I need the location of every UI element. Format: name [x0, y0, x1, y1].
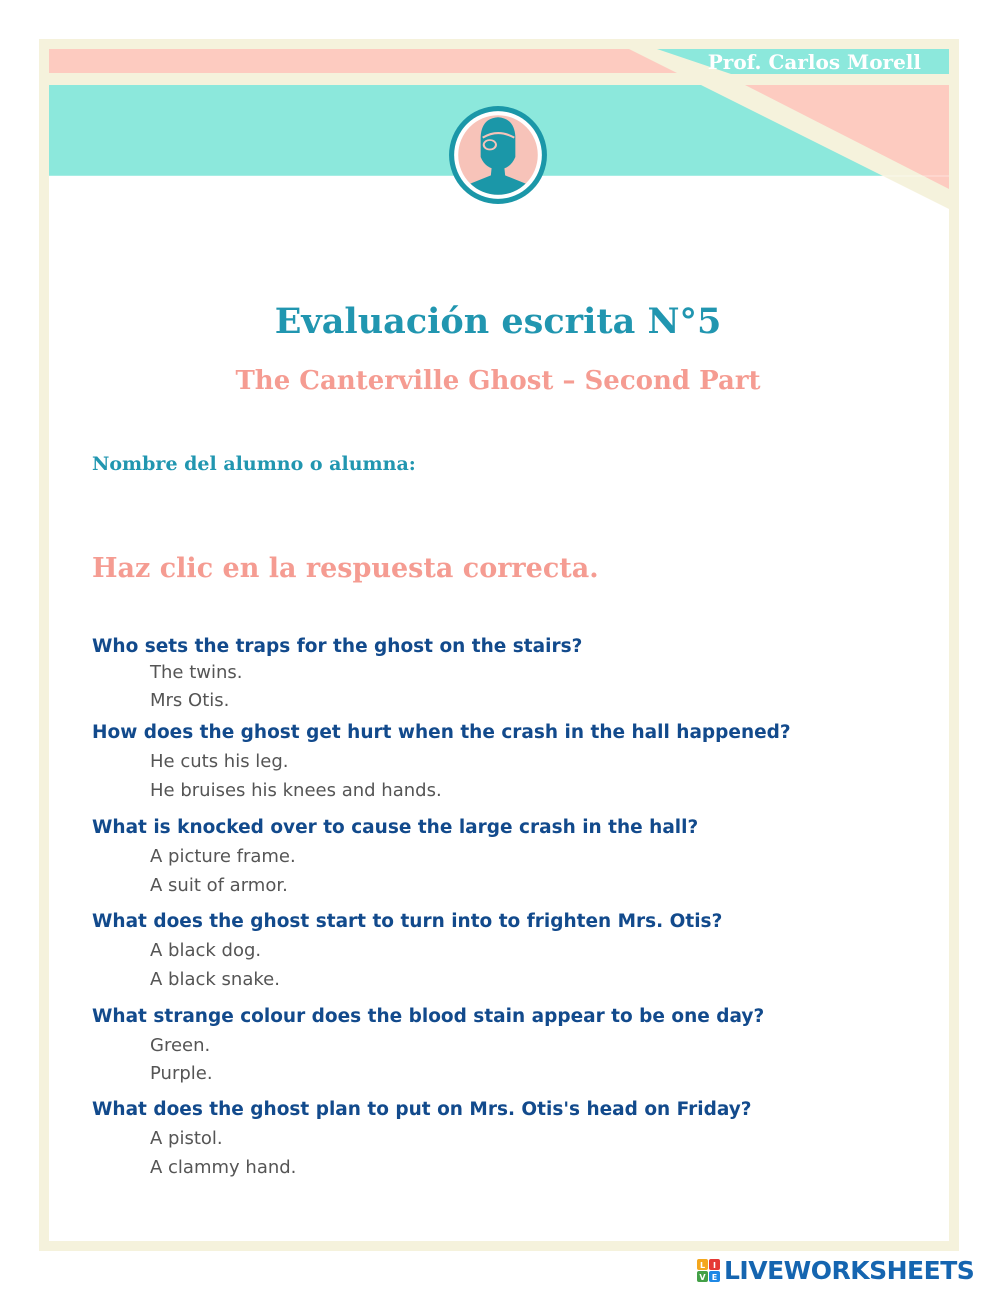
badge-letter: I: [713, 1261, 716, 1270]
answer-option[interactable]: He bruises his knees and hands.: [150, 780, 442, 801]
question-text: What strange colour does the blood stain appear to be one day?: [92, 1006, 765, 1027]
badge-letter: V: [699, 1273, 706, 1282]
teacher-name: Prof. Carlos Morell: [707, 50, 921, 74]
question-text: What is knocked over to cause the large crash in the hall?: [92, 817, 699, 838]
student-name-label: Nombre del alumno o alumna:: [92, 453, 416, 475]
page-subtitle: The Canterville Ghost – Second Part: [235, 366, 761, 396]
live-badge-icon: [697, 1259, 721, 1283]
brand-wordmark: LIVEWORKSHEETS: [724, 1256, 975, 1285]
answer-option[interactable]: A black snake.: [150, 969, 280, 990]
answer-option[interactable]: A pistol.: [150, 1128, 223, 1149]
answer-option[interactable]: A picture frame.: [150, 846, 296, 867]
answer-option[interactable]: The twins.: [150, 662, 243, 683]
answer-option[interactable]: Mrs Otis.: [150, 690, 230, 711]
badge-letter: E: [711, 1273, 718, 1282]
answer-option[interactable]: He cuts his leg.: [150, 751, 289, 772]
pirate-avatar-icon: [447, 104, 549, 206]
question-text: What does the ghost plan to put on Mrs. Otis's head on Friday?: [92, 1099, 752, 1120]
worksheet-page: [49, 49, 949, 1241]
instruction-text: Haz clic en la respuesta correcta.: [92, 553, 599, 584]
answer-option[interactable]: A suit of armor.: [150, 875, 288, 896]
page-title: Evaluación escrita N°5: [274, 301, 722, 342]
answer-option[interactable]: Green.: [150, 1035, 211, 1056]
liveworksheets-logo[interactable]: [697, 1256, 993, 1286]
question-text: Who sets the traps for the ghost on the stairs?: [92, 636, 583, 657]
answer-option[interactable]: A clammy hand.: [150, 1157, 297, 1178]
answer-option[interactable]: Purple.: [150, 1063, 213, 1084]
badge-letter: L: [699, 1261, 706, 1270]
answer-option[interactable]: A black dog.: [150, 940, 262, 961]
question-text: How does the ghost get hurt when the crash in the hall happened?: [92, 722, 791, 743]
question-text: What does the ghost start to turn into to frighten Mrs. Otis?: [92, 911, 723, 932]
